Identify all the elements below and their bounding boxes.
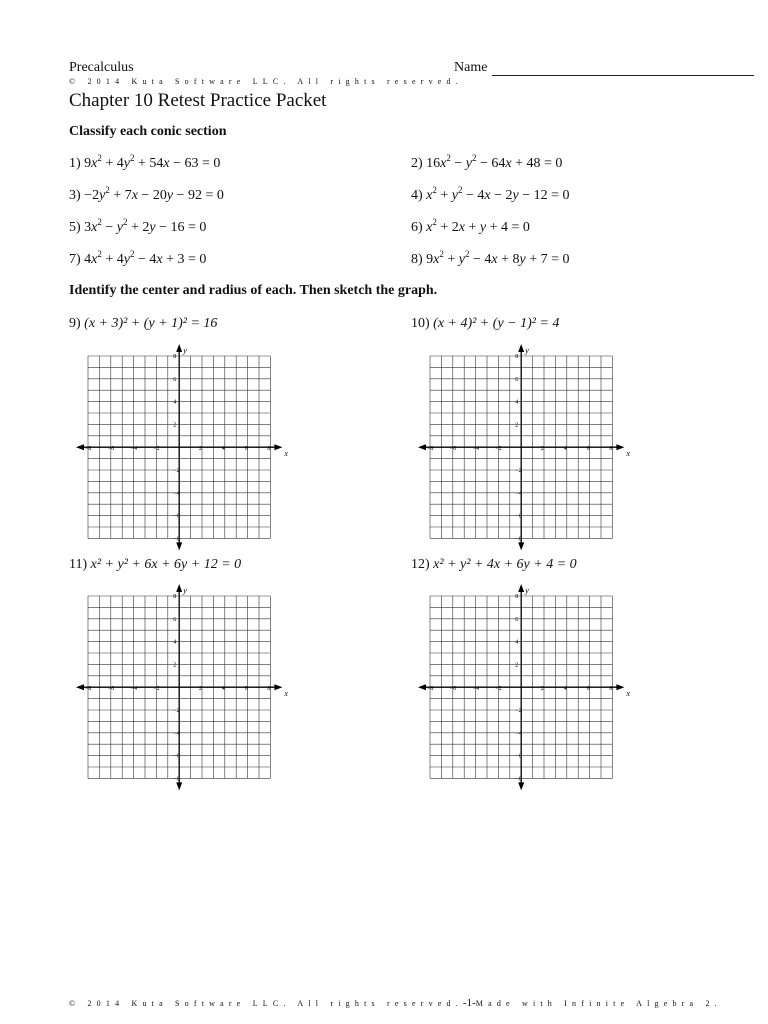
x-tick-label: −2 xyxy=(153,446,160,453)
page-title: Chapter 10 Retest Practice Packet xyxy=(69,90,327,111)
x-tick-label: 6 xyxy=(586,686,590,693)
x-tick-label: 6 xyxy=(244,446,248,453)
axis-arrow xyxy=(176,344,182,352)
y-tick-label: 2 xyxy=(515,662,519,669)
problem-10: 10) (x + 4)² + (y − 1)² = 4 xyxy=(411,316,560,331)
x-tick-label: 2 xyxy=(541,446,544,453)
y-tick-label: 8 xyxy=(173,354,177,360)
y-axis-label: y xyxy=(525,346,529,355)
x-tick-label: 2 xyxy=(199,686,202,693)
x-tick-label: −2 xyxy=(153,686,160,693)
y-tick-label: −8 xyxy=(173,776,180,783)
axis-arrow xyxy=(518,584,524,592)
course-name: Precalculus xyxy=(69,60,134,75)
y-tick-label: −2 xyxy=(173,708,180,714)
problem-1: 1) $9x^2 + 4y^2 + 54x - 63 = 0$ xyxy=(69,153,221,171)
axis-arrow xyxy=(176,782,182,790)
problem-9: 9) (x + 3)² + (y + 1)² = 16 xyxy=(69,316,218,331)
x-tick-label: 6 xyxy=(586,446,590,453)
x-tick-label: −4 xyxy=(472,686,479,693)
x-tick-label: 6 xyxy=(244,686,248,693)
axis-arrow xyxy=(274,444,282,450)
x-tick-label: 4 xyxy=(563,446,567,453)
y-tick-label: −2 xyxy=(515,708,522,714)
x-tick-label: −6 xyxy=(107,686,115,693)
y-tick-label: −8 xyxy=(173,536,180,543)
problem-11: 11) x² + y² + 6x + 6y + 12 = 0 xyxy=(69,557,242,572)
y-tick-label: −6 xyxy=(515,513,522,520)
axis-arrow xyxy=(418,684,426,690)
axis-arrow xyxy=(176,584,182,592)
problem-number: 8) xyxy=(411,252,427,267)
axis-arrow xyxy=(518,542,524,550)
x-axis-label: x xyxy=(626,449,630,459)
x-tick-label: 8 xyxy=(609,686,613,693)
y-tick-label: 6 xyxy=(173,616,177,623)
y-tick-label: −4 xyxy=(515,490,522,497)
axis-arrow xyxy=(76,684,84,690)
section1-instruction: Classify each conic section xyxy=(69,124,227,139)
x-tick-label: 8 xyxy=(267,686,271,693)
x-tick-label: −2 xyxy=(495,686,502,693)
x-tick-label: 2 xyxy=(541,686,544,693)
problem-7: 7) $4x^2 + 4y^2 - 4x + 3 = 0$ xyxy=(69,249,207,267)
x-axis-label: x xyxy=(284,689,288,699)
problem-3: $3) -2y^2 + 7x - 20y - 92 = 0$ xyxy=(69,185,224,203)
y-tick-label: 6 xyxy=(515,616,519,623)
y-axis-label: y xyxy=(525,586,529,595)
problem-number: 6) xyxy=(411,220,427,235)
footer-made-with: Made with Infinite Algebra 2. xyxy=(475,999,722,1008)
x-tick-label: 8 xyxy=(609,446,613,453)
y-tick-label: −2 xyxy=(515,468,522,474)
problem-number: 5) xyxy=(69,220,85,235)
y-tick-label: −6 xyxy=(515,753,522,760)
y-tick-label: −4 xyxy=(173,730,180,737)
axis-arrow xyxy=(616,444,624,450)
y-tick-label: 4 xyxy=(173,639,177,646)
problem-6: 6) $x^2 + 2x + y + 4 = 0$ xyxy=(411,217,530,235)
x-tick-label: −6 xyxy=(449,446,457,453)
axis-arrow xyxy=(418,444,426,450)
y-tick-label: −6 xyxy=(173,753,180,760)
y-tick-label: 6 xyxy=(515,376,519,383)
y-tick-label: −8 xyxy=(515,536,522,543)
x-tick-label: 4 xyxy=(221,446,225,453)
page-footer xyxy=(69,997,722,1009)
y-tick-label: −8 xyxy=(515,776,522,783)
problem-4: 4) $x^2 + y^2 - 4x - 2y - 12 = 0$ xyxy=(411,185,570,203)
problem-number: 1) xyxy=(69,156,85,171)
y-tick-label: 2 xyxy=(515,422,519,429)
x-tick-label: −4 xyxy=(130,686,137,693)
axis-arrow xyxy=(76,444,84,450)
y-tick-label: 8 xyxy=(515,354,519,360)
y-tick-label: 4 xyxy=(515,639,519,646)
x-tick-label: −4 xyxy=(130,446,137,453)
y-tick-label: −4 xyxy=(515,730,522,737)
x-tick-label: −4 xyxy=(472,446,479,453)
y-tick-label: −4 xyxy=(173,490,180,497)
coordinate-grid-12[interactable] xyxy=(418,584,640,796)
header-copyright: © 2014 Kuta Software LLC. All rights reserved. xyxy=(69,77,463,86)
page-number: -1- xyxy=(462,997,476,1009)
problem-number: 2) xyxy=(411,156,427,171)
x-tick-label: −2 xyxy=(495,446,502,453)
problem-number: 3) xyxy=(69,188,85,203)
name-field-line[interactable] xyxy=(492,75,754,76)
axis-arrow xyxy=(518,782,524,790)
y-tick-label: 8 xyxy=(173,594,177,600)
y-tick-label: 2 xyxy=(173,422,177,429)
problem-number: 7) xyxy=(69,252,85,267)
problem-number: 4) xyxy=(411,188,427,203)
axis-arrow xyxy=(616,684,624,690)
x-tick-label: −6 xyxy=(449,686,457,693)
problem-8: 8) $9x^2 + y^2 - 4x + 8y + 7 = 0$ xyxy=(411,249,570,267)
x-tick-label: 2 xyxy=(199,446,202,453)
y-axis-label: y xyxy=(183,346,187,355)
y-tick-label: 4 xyxy=(515,399,519,406)
x-tick-label: −8 xyxy=(85,446,92,453)
y-tick-label: −2 xyxy=(173,468,180,474)
problem-2: 2) $16x^2 - y^2 - 64x + 48 = 0$ xyxy=(411,153,563,171)
footer-copyright: © 2014 Kuta Software LLC. All rights reserved. xyxy=(69,999,463,1008)
axis-arrow xyxy=(274,684,282,690)
x-axis-label: x xyxy=(284,449,288,459)
x-tick-label: 4 xyxy=(221,686,225,693)
y-tick-label: 4 xyxy=(173,399,177,406)
x-tick-label: −6 xyxy=(107,446,115,453)
coordinate-grid-11[interactable] xyxy=(76,584,298,796)
x-tick-label: −8 xyxy=(427,686,434,693)
y-tick-label: 6 xyxy=(173,376,177,383)
coordinate-grid-9[interactable] xyxy=(76,344,298,556)
coordinate-grid-10[interactable] xyxy=(418,344,640,556)
x-tick-label: −8 xyxy=(427,446,434,453)
y-tick-label: 2 xyxy=(173,662,177,669)
problem-5: 5) $3x^2 - y^2 + 2y - 16 = 0$ xyxy=(69,217,207,235)
y-axis-label: y xyxy=(183,586,187,595)
name-label: Name xyxy=(454,60,488,75)
axis-arrow xyxy=(176,542,182,550)
x-tick-label: −8 xyxy=(85,686,92,693)
x-axis-label: x xyxy=(626,689,630,699)
axis-arrow xyxy=(518,344,524,352)
problem-12: 12) x² + y² + 4x + 6y + 4 = 0 xyxy=(411,557,577,572)
y-tick-label: 8 xyxy=(515,594,519,600)
x-tick-label: 4 xyxy=(563,686,567,693)
section2-instruction: Identify the center and radius of each. Then sketch the graph. xyxy=(69,283,438,298)
y-tick-label: −6 xyxy=(173,513,180,520)
x-tick-label: 8 xyxy=(267,446,271,453)
